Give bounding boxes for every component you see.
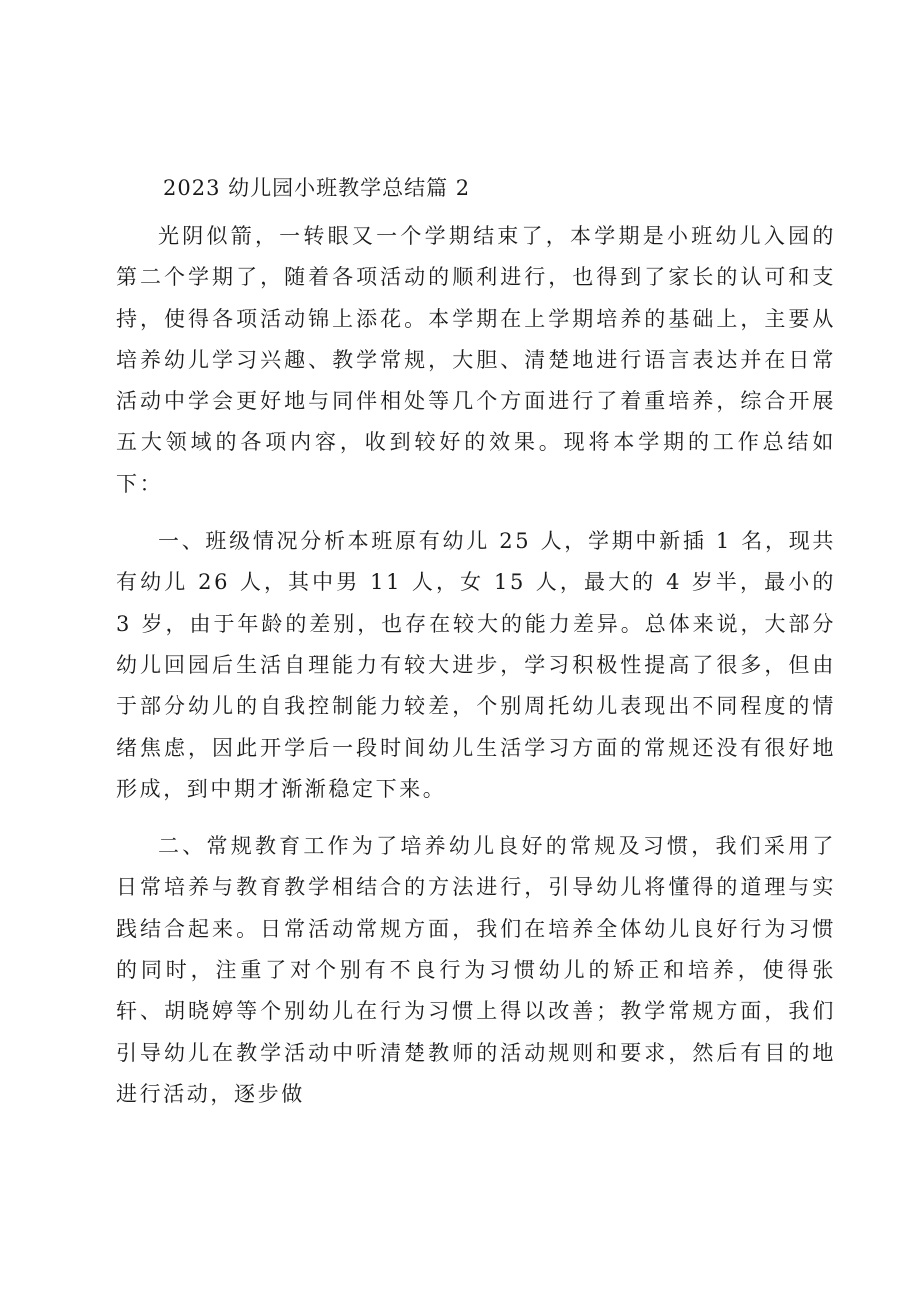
paragraph-class-situation: 一、班级情况分析本班原有幼儿 25 人，学期中新插 1 名，现共有幼儿 26 人，其中男 11 人，女 15 人，最大的 4 岁半，最小的 3 岁，由于年龄的差别，也存在较大的能力差异。总体来说，大部分幼儿回园后生活自理能力有较大进步，学习积极性提高了很多，但由于部分幼儿的自我控制能力较差，个别周托幼儿表现出不同程度的情绪焦虑，因此开学后一段时间幼儿生活学习方面的常规还没有很好地形成，到中期才渐渐稳定下来。 <box>116 529 836 801</box>
document-body <box>116 216 836 1115</box>
paragraph-intro: 光阴似箭，一转眼又一个学期结束了，本学期是小班幼儿入园的第二个学期了，随着各项活动的顺利进行，也得到了家长的认可和支持，使得各项活动锦上添花。本学期在上学期培养的基础上，主要从培养幼儿学习兴趣、教学常规，大胆、清楚地进行语言表达并在日常活动中学会更好地与同伴相处等几个方面进行了着重培养，综合开展五大领域的各项内容，收到较好的效果。现将本学期的工作总结如下： <box>116 224 836 496</box>
document-title: 2023 幼儿园小班教学总结篇 2 <box>163 176 471 200</box>
paragraph-routine-education: 二、常规教育工作为了培养幼儿良好的常规及习惯，我们采用了日常培养与教育教学相结合的方法进行，引导幼儿将懂得的道理与实践结合起来。日常活动常规方面，我们在培养全体幼儿良好行为习惯的同时，注重了对个别有不良行为习惯幼儿的矫正和培养，使得张轩、胡晓婷等个别幼儿在行为习惯上得以改善；教学常规方面，我们引导幼儿在教学活动中听清楚教师的活动规则和要求，然后有目的地进行活动，逐步做 <box>116 834 836 1106</box>
